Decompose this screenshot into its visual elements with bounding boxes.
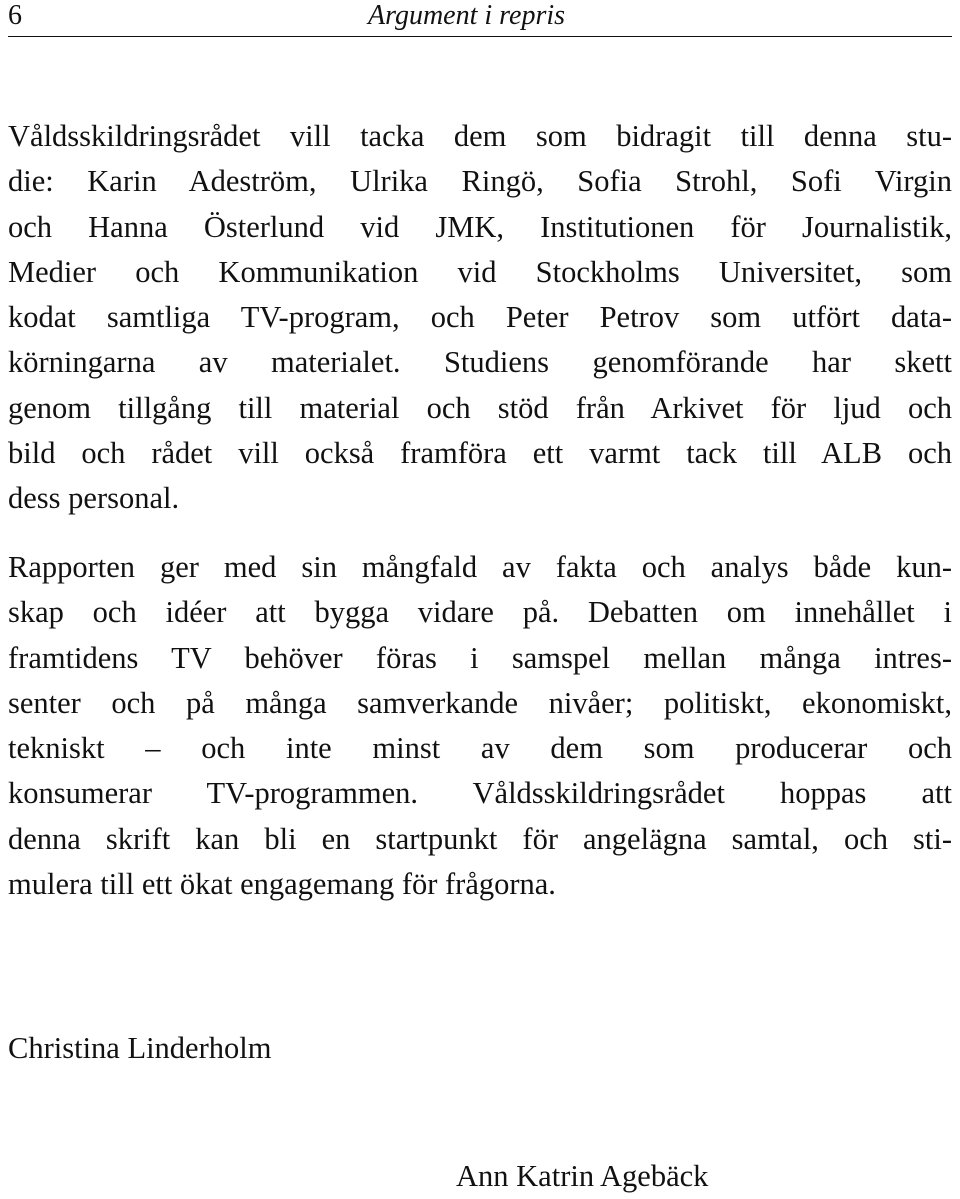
text-line: mulera till ett ökat engagemang för frågorna. [8, 867, 556, 902]
text-line: Våldsskildringsrådet vill tacka dem som bidragit till denna stu- [8, 119, 952, 153]
signature-ann-katrin-ageback: Ann Katrin Agebäck [456, 1159, 709, 1193]
text-line: die: Karin Adeström, Ulrika Ringö, Sofia Strohl, Sofi Virgin [8, 164, 952, 199]
text-line: körningarna av materialet. Studiens genomförande har skett [8, 345, 952, 380]
text-line: denna skrift kan bli en startpunkt för angelägna samtal, och sti- [8, 821, 952, 856]
text-line: Rapporten ger med sin mångfald av fakta och analys både kun- [8, 550, 952, 584]
page-number: 6 [8, 0, 22, 31]
text-line: senter och på många samverkande nivåer; politiskt, ekonomiskt, [8, 685, 952, 720]
closing-paragraph [8, 545, 952, 907]
text-line: konsumerar TV-programmen. Våldsskildringsrådet hoppas att [8, 776, 952, 811]
text-line: genom tillgång till material och stöd från Arkivet för ljud och [8, 390, 952, 425]
text-line: kodat samtliga TV-program, och Peter Petrov som utfört data- [8, 300, 952, 335]
text-line: skap och idéer att bygga vidare på. Debatten om innehållet i [8, 595, 952, 630]
text-line: dess personal. [8, 481, 180, 516]
text-line: och Hanna Österlund vid JMK, Institutionen för Journalistik, [8, 209, 952, 244]
page-header [8, 0, 952, 37]
text-line: tekniskt – och inte minst av dem som producerar och [8, 731, 952, 766]
signature-christina-linderholm: Christina Linderholm [8, 1031, 272, 1065]
text-line: Medier och Kommunikation vid Stockholms Universitet, som [8, 254, 952, 289]
acknowledgement-paragraph [8, 114, 952, 522]
text-line: bild och rådet vill också framföra ett varmt tack till ALB och [8, 436, 952, 471]
text-line: framtidens TV behöver föras i samspel mellan många intres- [8, 640, 952, 675]
running-title: Argument i repris [368, 0, 566, 31]
